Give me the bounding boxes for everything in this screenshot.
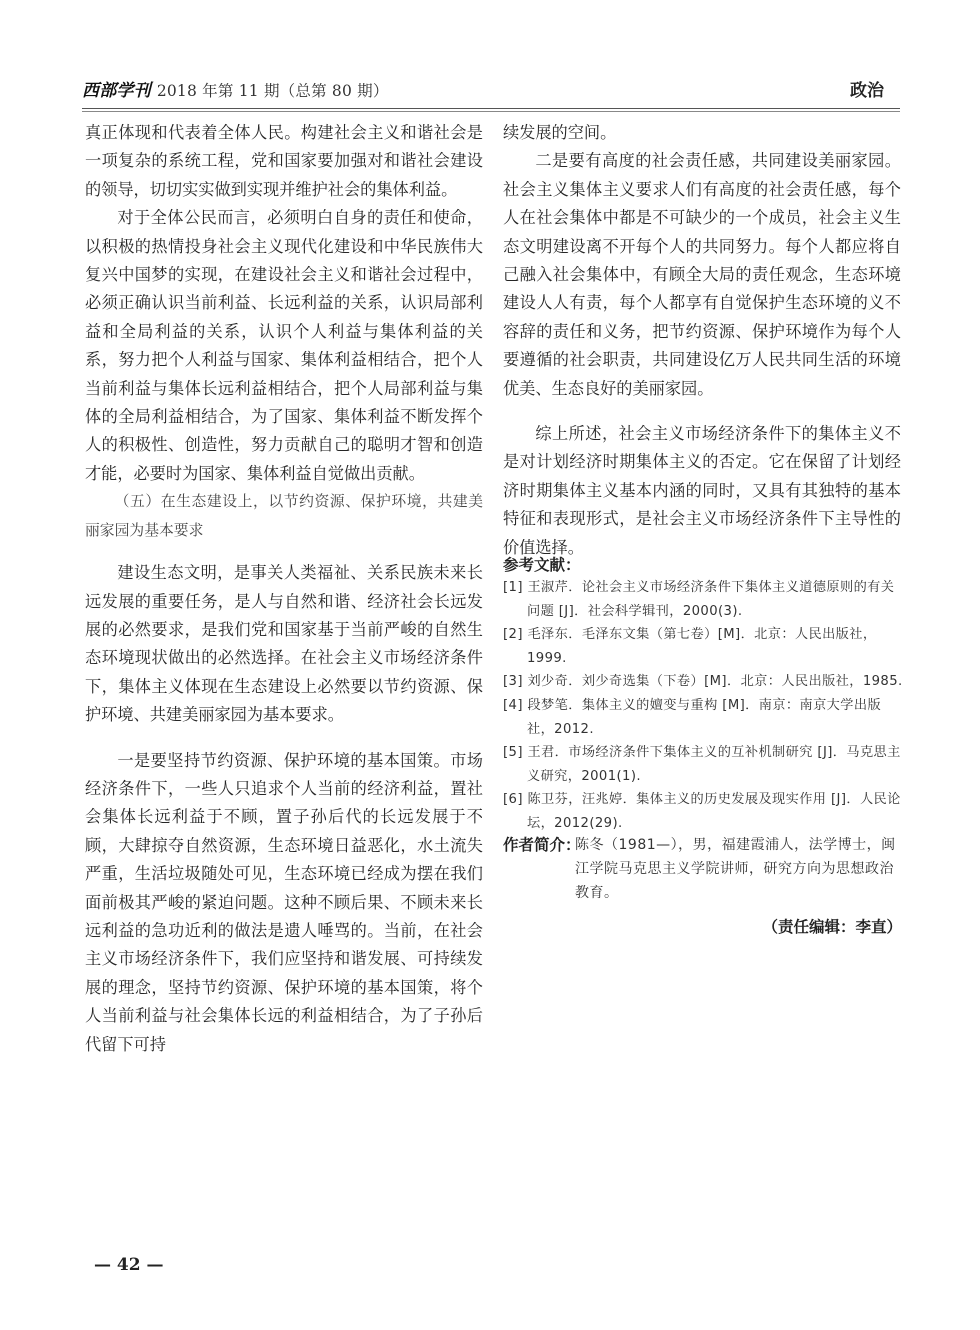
reference-item: [3] 刘少奇．刘少奇选集（下卷）[M]．北京：人民出版社，1985.	[503, 674, 903, 690]
page-number: — 42 —	[94, 1255, 164, 1275]
running-header	[82, 76, 389, 101]
reference-item: [6] 陈卫芬，汪兆婷．集体主义的历史发展及现实作用 [J]．人民论坛，2012(29).	[503, 792, 901, 831]
references-title: 参考文献：	[503, 556, 581, 574]
right-column	[503, 119, 901, 562]
paragraph: 二是要有高度的社会责任感，共同建设美丽家园。社会主义集体主义要求人们有高度的社会责任感，每个人在社会集体中都是不可缺少的一个成员，社会主义生态文明建设离不开每个人的共同努力。每个人都应将自己融入社会集体中，有顾全大局的责任观念，生态环境建设人人有责，每个人都享有自觉保护生态环境的义不容辞的责任和义务，把节约资源、保护环境作为每个人要遵循的社会职责，共同建设亿万人民共同生活的环境优美、生态良好的美丽家园。	[503, 151, 901, 398]
paragraph: 建设生态文明，是事关人类福祉、关系民族未来长远发展的重要任务，是人与自然和谐、经济社会长远发展的必然要求，是我们党和国家基于当前严峻的自然生态环境现状做出的必然选择。在社会主义市场经济条件下，集体主义体现在生态建设上必然要以节约资源、保护环境、共建美丽家园为基本要求。	[85, 563, 483, 725]
reference-item: [5] 王君．市场经济条件下集体主义的互补机制研究 [J]．马克思主义研究，2001(1).	[503, 745, 901, 784]
paragraph: 真正体现和代表着全体人民。构建社会主义和谐社会是一项复杂的系统工程，党和国家要加强对和谐社会建设的领导，切切实实做到实现并维护社会的集体利益。	[85, 123, 483, 199]
author-bio-text: 陈冬（1981—），男，福建霞浦人，法学博士，闽江学院马克思主义学院讲师，研究方向为思想政治教育。	[575, 837, 896, 901]
reference-item: [4] 段梦笔．集体主义的嬗变与重构 [M]．南京：南京大学出版社，2012.	[503, 697, 882, 737]
reference-item: [2] 毛泽东．毛泽东文集（第七卷）[M]．北京：人民出版社，1999.	[503, 627, 877, 666]
reference-item: [1] 王淑芹．论社会主义市场经济条件下集体主义道德原则的有关问题 [J]．社会科学辑刊，2000(3).	[503, 580, 895, 619]
issue-info: 2018 年第 11 期（总第 80 期）	[156, 82, 389, 100]
section-subheading: （五）在生态建设上，以节约资源、保护环境，共建美丽家园为基本要求	[85, 493, 483, 539]
section-label: 政治	[850, 81, 884, 101]
author-bio-label: 作者简介：	[503, 836, 581, 854]
responsible-editor: （责任编辑：李直）	[762, 918, 902, 936]
left-column	[85, 119, 483, 1059]
paragraph: 续发展的空间。	[503, 123, 617, 142]
references-list	[503, 576, 903, 836]
paragraph: 综上所述，社会主义市场经济条件下的集体主义不是对计划经济时期集体主义的否定。它在保留了计划经济时期集体主义基本内涵的同时，又具有其独特的基本特征和表现形式，是社会主义市场经济条件下主导性的价值选择。	[503, 424, 901, 557]
paragraph: 一是要坚持节约资源、保护环境的基本国策。市场经济条件下，一些人只追求个人当前的经济利益，置社会集体长远利益于不顾，置子孙后代的长远发展于不顾，大肆掠夺自然资源，生态环境日益恶化，水土流失严重，生活垃圾随处可见，生态环境已经成为摆在我们面前极其严峻的紧迫问题。这种不顾后果、不顾未来长远利益的急功近利的做法是遗人唾骂的。当前，在社会主义市场经济条件下，我们应坚持和谐发展、可持续发展的理念，坚持节约资源、保护环境的基本国策，将个人当前利益与社会集体长远的利益相结合，为了子孙后代留下可持	[85, 750, 483, 1054]
journal-name: 西部学刊	[82, 81, 151, 101]
header-rule-secondary	[82, 111, 900, 112]
paragraph: 对于全体公民而言，必须明白自身的责任和使命，以积极的热情投身社会主义现代化建设和中华民族伟大复兴中国梦的实现，在建设社会主义和谐社会过程中，必须正确认识当前利益、长远利益的关系，认识局部利益和全局利益的关系，认识个人利益与集体利益的关系，努力把个人利益与国家、集体利益相结合，把个人当前利益与集体长远利益相结合，把个人局部利益与集体的全局利益相结合，为了国家、集体利益不断发挥个人的积极性、创造性，努力贡献自己的聪明才智和创造才能，必要时为国家、集体利益自觉做出贡献。	[85, 208, 483, 483]
header-rule	[82, 108, 900, 109]
